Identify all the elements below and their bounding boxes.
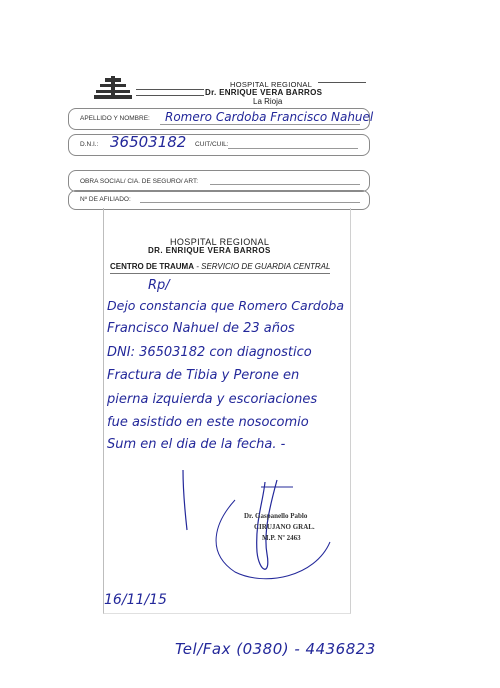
cuit-label: CUIT/CUIL: [195,141,229,148]
header-doctor: Dr. ENRIQUE VERA BARROS [205,88,323,97]
note-line-6: fue asistido en este nosocomio [107,415,309,430]
apellido-label: APELLIDO Y NOMBRE: [80,115,150,122]
note-line-2: Francisco Nahuel de 23 años [107,321,295,336]
afiliado-line [140,202,360,203]
header-divider-left-2 [136,95,204,96]
header-divider-left [136,89,204,90]
hospital-logo [92,75,134,101]
note-line-4: Fractura de Tibia y Perone en [107,368,300,383]
header-divider-right [318,82,366,83]
header-hospital: HOSPITAL REGIONAL [230,80,313,89]
rx-servicio: - SERVICIO DE GUARDIA CENTRAL [194,262,331,271]
dni-value: 36503182 [110,133,187,151]
telfax: Tel/Fax (0380) - 4436823 [175,640,376,658]
rx-centro-name: CENTRO DE TRAUMA [110,262,194,271]
rx-divider [110,273,330,274]
date-handwritten: 16/11/15 [104,592,167,608]
cuit-line [228,148,358,149]
stamp-name: Dr. Gaspanello Pablo [244,512,308,520]
note-line-7: Sum en el dia de la fecha. - [107,437,286,452]
stamp-title: CIRUJANO GRAL. [254,523,315,531]
rp-mark: Rp/ [148,278,170,293]
note-line-1: Dejo constancia que Romero Cardoba [107,298,345,313]
obra-line [210,184,360,185]
apellido-line [160,124,360,125]
header-city: La Rioja [253,97,283,106]
stamp-mp: M.P. Nº 2463 [262,534,301,542]
rx-centro [110,262,330,271]
rx-doctor: DR. ENRIQUE VERA BARROS [148,246,271,255]
dni-label: D.N.I.: [80,141,99,148]
note-line-5: pierna izquierda y escoriaciones [107,392,318,407]
afiliado-label: Nº DE AFILIADO: [80,196,131,203]
apellido-value: Romero Cardoba Francisco Nahuel [165,110,374,124]
obra-label: OBRA SOCIAL/ CIA. DE SEGURO/ ART: [80,178,198,185]
note-line-3: DNI: 36503182 con diagnostico [107,345,312,360]
rx-hospital: HOSPITAL REGIONAL [170,237,270,247]
